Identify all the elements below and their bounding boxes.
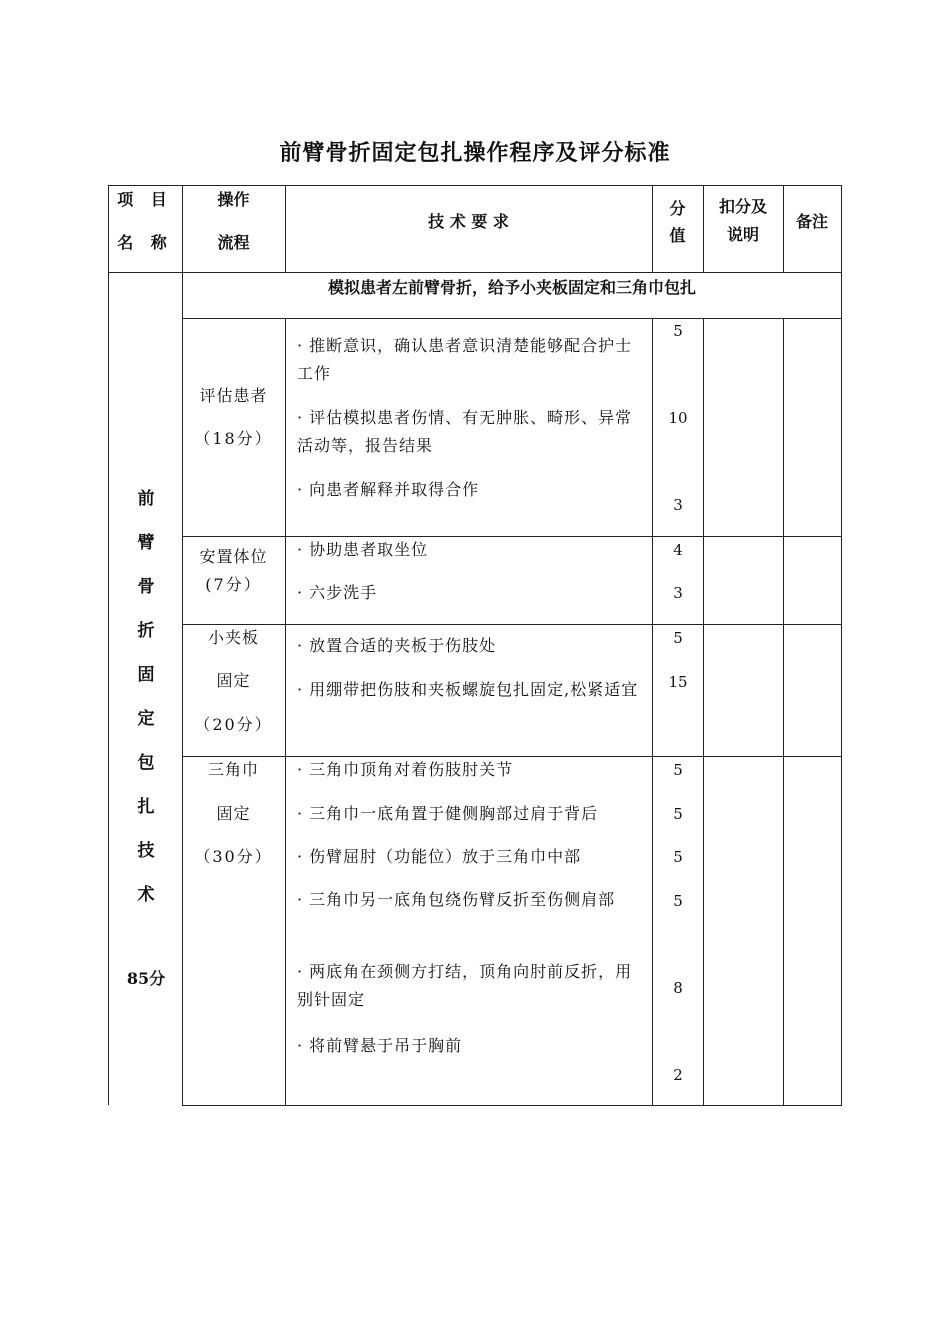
header-bottom-border [108, 272, 842, 273]
header-project-line1: 项 目 [117, 190, 173, 209]
project-char: 术 [137, 885, 155, 905]
requirement-item: · 三角巾另一底角包绕伤臂反折至伤侧肩部 [297, 890, 616, 909]
requirement-item: · 评估模拟患者伤情、有无肿胀、畸形、异常活动等，报告结果 [297, 408, 633, 455]
project-char: 折 [137, 621, 155, 641]
section-score: (7分） [205, 575, 262, 594]
table-bottom-border [182, 1105, 842, 1106]
table-left-border [108, 185, 109, 1105]
requirement-item: · 伤臂屈肘（功能位）放于三角巾中部 [297, 847, 582, 866]
requirement-item: · 三角巾一底角置于健侧胸部过肩于背后 [297, 804, 599, 823]
section-name: 评估患者 [199, 386, 268, 405]
item-score: 5 [673, 761, 683, 779]
requirement-item: · 将前臂悬于吊于胸前 [297, 1036, 463, 1055]
column-divider [703, 318, 704, 1106]
section-name: 安置体位 [199, 547, 268, 566]
requirement-item: · 三角巾顶角对着伤肢肘关节 [297, 760, 514, 779]
requirement-item: · 六步洗手 [297, 583, 378, 602]
project-char: 定 [137, 709, 155, 729]
section-name-line2: 固定 [216, 671, 251, 690]
project-total-score: 85分 [126, 969, 166, 988]
section-name-line2: 固定 [216, 804, 251, 823]
requirement-item: · 推断意识，确认患者意识清楚能够配合护士工作 [297, 336, 633, 383]
item-score: 10 [668, 409, 688, 427]
header-requirements: 技 术 要 求 [428, 212, 509, 231]
section-score: （18分） [194, 429, 273, 448]
item-score: 4 [673, 541, 683, 559]
item-score: 5 [673, 892, 683, 910]
header-project-line2: 名 称 [117, 233, 173, 252]
column-divider [783, 318, 784, 1106]
item-score: 3 [673, 584, 683, 602]
project-char: 臂 [137, 533, 155, 553]
item-score: 3 [673, 496, 683, 514]
item-score: 15 [668, 673, 688, 691]
requirement-item: · 用绷带把伤肢和夹板螺旋包扎固定,松紧适宜 [297, 680, 639, 699]
item-score: 5 [673, 848, 683, 866]
project-char: 前 [137, 489, 155, 509]
header-score-line1: 分 [669, 199, 686, 218]
header-deduction-line1: 扣分及 [718, 197, 767, 216]
scenario-bottom-border [182, 318, 842, 319]
scenario-text: 模拟患者左前臂骨折，给予小夹板固定和三角巾包扎 [327, 278, 696, 297]
header-process-line2: 流程 [217, 233, 250, 252]
project-char: 包 [137, 753, 155, 773]
section-name: 三角巾 [207, 760, 259, 779]
requirement-item: · 协助患者取坐位 [297, 540, 429, 559]
header-process-line1: 操作 [217, 190, 250, 209]
project-char: 骨 [137, 577, 155, 597]
section-score: （20分） [194, 715, 273, 734]
header-score-line2: 值 [669, 226, 686, 245]
requirement-item: · 放置合适的夹板于伤肢处 [297, 636, 497, 655]
section-name: 小夹板 [207, 628, 259, 647]
project-char: 扎 [137, 797, 155, 817]
section-score: （30分） [194, 847, 273, 866]
item-score: 5 [673, 805, 683, 823]
page-title: 前臂骨折固定包扎操作程序及评分标准 [279, 140, 671, 166]
table-right-border [841, 185, 842, 1106]
requirement-item: · 两底角在颈侧方打结，顶角向肘前反折，用别针固定 [297, 962, 633, 1009]
project-char: 固 [137, 665, 155, 685]
project-char: 技 [137, 841, 155, 861]
item-score: 5 [673, 322, 683, 340]
column-divider [285, 318, 286, 1106]
header-remarks: 备注 [795, 212, 828, 231]
item-score: 2 [673, 1066, 683, 1084]
item-score: 5 [673, 629, 683, 647]
item-score: 8 [673, 979, 683, 997]
requirement-item: · 向患者解释并取得合作 [297, 480, 480, 499]
header-deduction-line2: 说明 [726, 225, 759, 244]
